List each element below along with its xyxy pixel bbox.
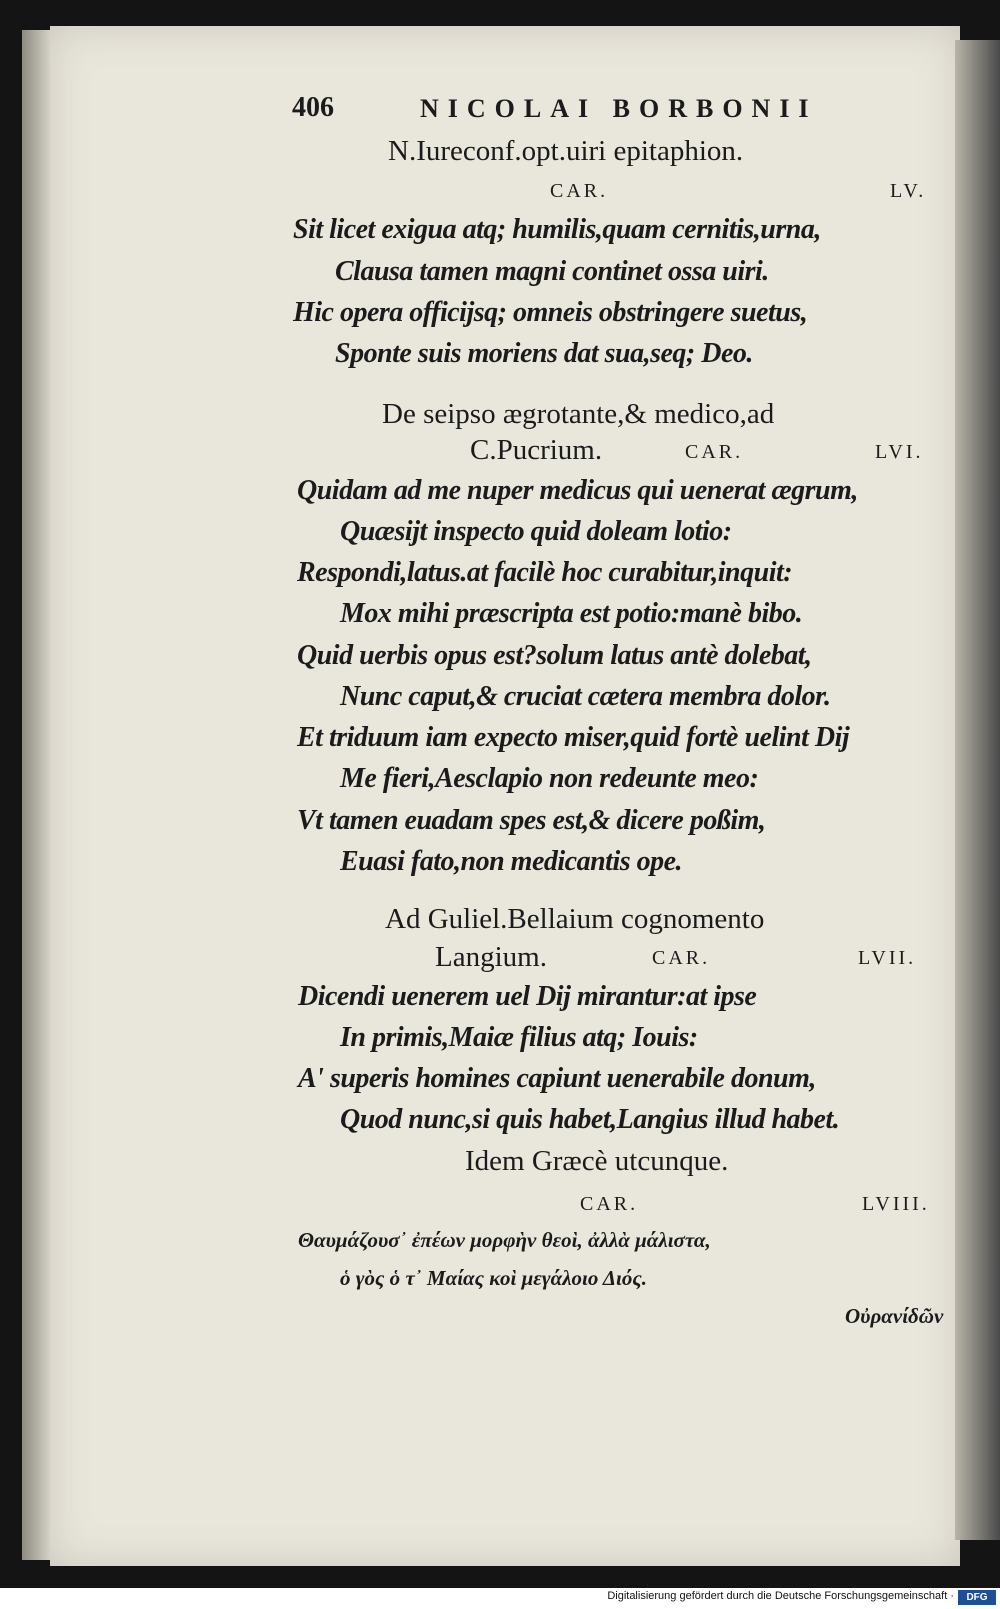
greek-verse-line: ὁ γὸς ὁ τ᾽ Μαίας κοὶ μεγάλοιο Διός. xyxy=(340,1266,647,1290)
poem-number-57: LVII. xyxy=(858,947,917,969)
poem-title-56-cont: C.Pucrium. xyxy=(470,434,603,466)
poem-number-55: LV. xyxy=(890,180,927,202)
verse-line: Clausa tamen magni continet ossa uiri. xyxy=(335,256,769,287)
footer-credit: Digitalisierung gefördert durch die Deutsche Forschungsgemeinschaft · xyxy=(607,1590,954,1602)
verse-line: Sit licet exigua atq; humilis,quam cernitis,urna, xyxy=(293,214,821,245)
poem-number-58: LVIII. xyxy=(862,1193,930,1215)
verse-line: Me fieri,Aesclapio non redeunte meo: xyxy=(340,763,759,794)
poem-title-56: De seipso ægrotante,& medico,ad xyxy=(382,398,775,430)
verse-line: Euasi fato,non medicantis ope. xyxy=(340,846,683,877)
verse-line: Quidam ad me nuper medicus qui uenerat ægrum, xyxy=(297,475,858,506)
page-right-edge xyxy=(955,40,1000,1540)
verse-line: Hic opera officijsq; omneis obstringere suetus, xyxy=(293,297,808,328)
verse-line: Vt tamen euadam spes est,& dicere poßim, xyxy=(297,805,766,836)
poem-title-57: Ad Guliel.Bellaium cognomento xyxy=(385,903,765,935)
poem-number-56: LVI. xyxy=(875,441,924,463)
car-label-56: CAR. xyxy=(685,441,744,463)
dfg-logo: DFG xyxy=(958,1590,996,1605)
verse-line: Quæsijt inspecto quid doleam lotio: xyxy=(340,516,732,547)
verse-line: Quod nunc,si quis habet,Langius illud habet. xyxy=(340,1104,840,1135)
verse-line: Nunc caput,& cruciat cætera membra dolor. xyxy=(340,681,831,712)
verse-line: Respondi,latus.at facilè hoc curabitur,inquit: xyxy=(297,557,793,588)
car-label-58: CAR. xyxy=(580,1193,639,1215)
page-number: 406 xyxy=(292,92,334,123)
poem-title-57-cont: Langium. xyxy=(435,941,547,973)
verse-line: In primis,Maiæ filius atq; Iouis: xyxy=(340,1022,698,1053)
verse-line: Mox mihi præscripta est potio:manè bibo. xyxy=(340,598,803,629)
verse-line: A' superis homines capiunt uenerabile donum, xyxy=(298,1063,816,1094)
page-left-edge xyxy=(22,30,52,1560)
verse-line: Quid uerbis opus est?solum latus antè dolebat, xyxy=(297,640,812,671)
running-head: NICOLAI BORBONII xyxy=(420,94,818,123)
poem-title-55: N.Iureconf.opt.uiri epitaphion. xyxy=(388,135,744,167)
verse-line: Sponte suis moriens dat sua,seq; Deo. xyxy=(335,338,753,369)
car-label-55: CAR. xyxy=(550,180,609,202)
verse-line: Et triduum iam expecto miser,quid fortè uelint Dij xyxy=(297,722,850,753)
poem-title-58: Idem Græcè utcunque. xyxy=(465,1145,729,1177)
catchword: Οὐρανίδῶν xyxy=(845,1304,944,1328)
greek-verse-line: Θαυμάζουσ᾽ ἐπέων μορφὴν θεοὶ, ἀλλὰ μάλιστα, xyxy=(298,1228,711,1252)
verse-line: Dicendi uenerem uel Dij mirantur:at ipse xyxy=(298,981,757,1012)
car-label-57: CAR. xyxy=(652,947,711,969)
